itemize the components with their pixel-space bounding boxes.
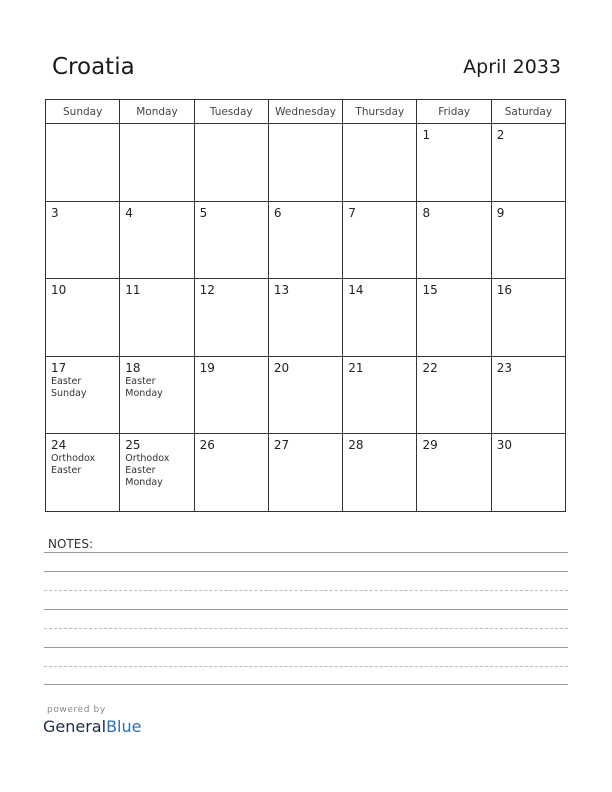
day-number: 23 xyxy=(496,360,513,375)
day-cell xyxy=(46,356,120,434)
day-number: 8 xyxy=(422,205,431,220)
day-number: 4 xyxy=(125,205,133,220)
day-number: 13 xyxy=(273,283,290,298)
country-title: Croatia xyxy=(52,54,135,80)
holiday-label xyxy=(269,375,342,376)
holiday-label xyxy=(492,220,565,221)
day-cell xyxy=(268,201,342,279)
day-cell xyxy=(417,356,491,434)
day-cell xyxy=(194,356,268,434)
holiday-label xyxy=(417,142,490,143)
day-number: 16 xyxy=(496,283,513,298)
logo-blue: Blue xyxy=(106,717,142,736)
weekday-header: Monday xyxy=(120,100,194,124)
weekday-header: Wednesday xyxy=(268,100,342,124)
month-year-title: April 2033 xyxy=(463,56,561,78)
day-number: 10 xyxy=(51,283,67,298)
day-number: 17 xyxy=(51,360,67,375)
holiday-label xyxy=(417,297,490,298)
holiday-label xyxy=(343,128,416,129)
holiday-label xyxy=(269,297,342,298)
holiday-label xyxy=(120,220,193,221)
day-cell xyxy=(343,279,417,357)
logo-general: General xyxy=(43,717,107,736)
notes-line xyxy=(44,628,568,629)
notes-line xyxy=(44,647,568,648)
calendar-grid xyxy=(45,99,566,512)
day-cell xyxy=(120,434,194,512)
week-row xyxy=(46,356,566,434)
holiday-label: Orthodox Easter xyxy=(51,453,96,477)
day-cell xyxy=(268,279,342,357)
day-cell xyxy=(417,279,491,357)
day-number: 22 xyxy=(422,360,438,375)
weekday-header: Saturday xyxy=(491,100,565,124)
holiday-label xyxy=(120,297,193,298)
day-number: 19 xyxy=(199,360,215,375)
weekday-header-row xyxy=(46,100,566,124)
holiday-label xyxy=(343,220,416,221)
day-cell xyxy=(46,434,120,512)
day-number: 5 xyxy=(199,205,208,220)
holiday-label xyxy=(269,452,342,453)
holiday-label xyxy=(417,452,490,453)
holiday-label xyxy=(417,220,490,221)
holiday-label xyxy=(269,128,342,129)
holiday-label xyxy=(46,297,119,298)
day-cell xyxy=(268,356,342,434)
day-number: 24 xyxy=(51,438,67,453)
day-cell xyxy=(417,124,491,202)
day-cell xyxy=(120,356,194,434)
weekday-header: Friday xyxy=(417,100,491,124)
day-cell xyxy=(194,434,268,512)
notes-label: NOTES: xyxy=(48,537,93,551)
day-cell xyxy=(343,124,417,202)
holiday-label xyxy=(492,375,565,376)
day-cell xyxy=(194,201,268,279)
day-number: 18 xyxy=(125,360,141,375)
holiday-label xyxy=(269,220,342,221)
day-number: 12 xyxy=(199,283,215,298)
day-cell xyxy=(343,434,417,512)
holiday-label xyxy=(120,128,193,129)
generalblue-logo xyxy=(43,717,141,736)
day-number: 9 xyxy=(496,205,505,220)
holiday-label xyxy=(195,128,268,129)
holiday-label xyxy=(343,452,416,453)
holiday-label xyxy=(46,220,119,221)
day-cell xyxy=(491,124,565,202)
day-cell xyxy=(491,356,565,434)
day-cell xyxy=(268,124,342,202)
day-cell xyxy=(120,201,194,279)
day-number: 15 xyxy=(422,283,438,298)
notes-line xyxy=(44,666,568,667)
day-number: 6 xyxy=(273,205,282,220)
weekday-header: Sunday xyxy=(46,100,120,124)
notes-line xyxy=(44,590,568,591)
day-number: 21 xyxy=(348,360,364,375)
day-cell xyxy=(268,434,342,512)
holiday-label xyxy=(492,452,565,453)
day-number: 11 xyxy=(125,283,141,298)
day-number: 28 xyxy=(348,438,364,453)
day-cell xyxy=(491,434,565,512)
day-cell xyxy=(46,201,120,279)
holiday-label xyxy=(417,375,490,376)
holiday-label: Easter Sunday xyxy=(51,375,87,399)
holiday-label: Easter Monday xyxy=(125,375,163,399)
week-row xyxy=(46,201,566,279)
day-number: 30 xyxy=(496,438,513,453)
week-row xyxy=(46,434,566,512)
holiday-label xyxy=(343,297,416,298)
day-cell xyxy=(343,201,417,279)
day-number: 14 xyxy=(348,283,364,298)
day-number: 26 xyxy=(199,438,215,453)
holiday-label: Orthodox Easter Monday xyxy=(125,453,170,489)
day-cell xyxy=(194,124,268,202)
notes-line xyxy=(44,609,568,610)
powered-by-text: powered by xyxy=(47,705,106,715)
notes-line xyxy=(44,684,568,685)
holiday-label xyxy=(195,297,268,298)
day-number: 20 xyxy=(273,360,290,375)
holiday-label xyxy=(195,220,268,221)
day-number: 1 xyxy=(422,128,431,142)
day-cell xyxy=(343,356,417,434)
day-number: 7 xyxy=(348,205,356,220)
day-number: 27 xyxy=(273,438,290,453)
day-cell xyxy=(120,124,194,202)
week-row xyxy=(46,279,566,357)
day-cell xyxy=(46,124,120,202)
day-cell xyxy=(491,201,565,279)
notes-line xyxy=(44,571,568,572)
day-number: 3 xyxy=(51,205,59,220)
day-cell xyxy=(417,434,491,512)
holiday-label xyxy=(492,297,565,298)
holiday-label xyxy=(195,452,268,453)
day-number: 25 xyxy=(125,438,141,453)
day-cell xyxy=(194,279,268,357)
day-number: 2 xyxy=(496,128,505,142)
holiday-label xyxy=(46,128,119,129)
holiday-label xyxy=(343,375,416,376)
weekday-header: Tuesday xyxy=(194,100,268,124)
day-cell xyxy=(417,201,491,279)
day-cell xyxy=(46,279,120,357)
holiday-label xyxy=(195,375,268,376)
week-row xyxy=(46,124,566,202)
holiday-label xyxy=(492,142,565,143)
day-number: 29 xyxy=(422,438,438,453)
notes-line xyxy=(44,552,568,553)
weekday-header: Thursday xyxy=(343,100,417,124)
day-cell xyxy=(491,279,565,357)
day-cell xyxy=(120,279,194,357)
